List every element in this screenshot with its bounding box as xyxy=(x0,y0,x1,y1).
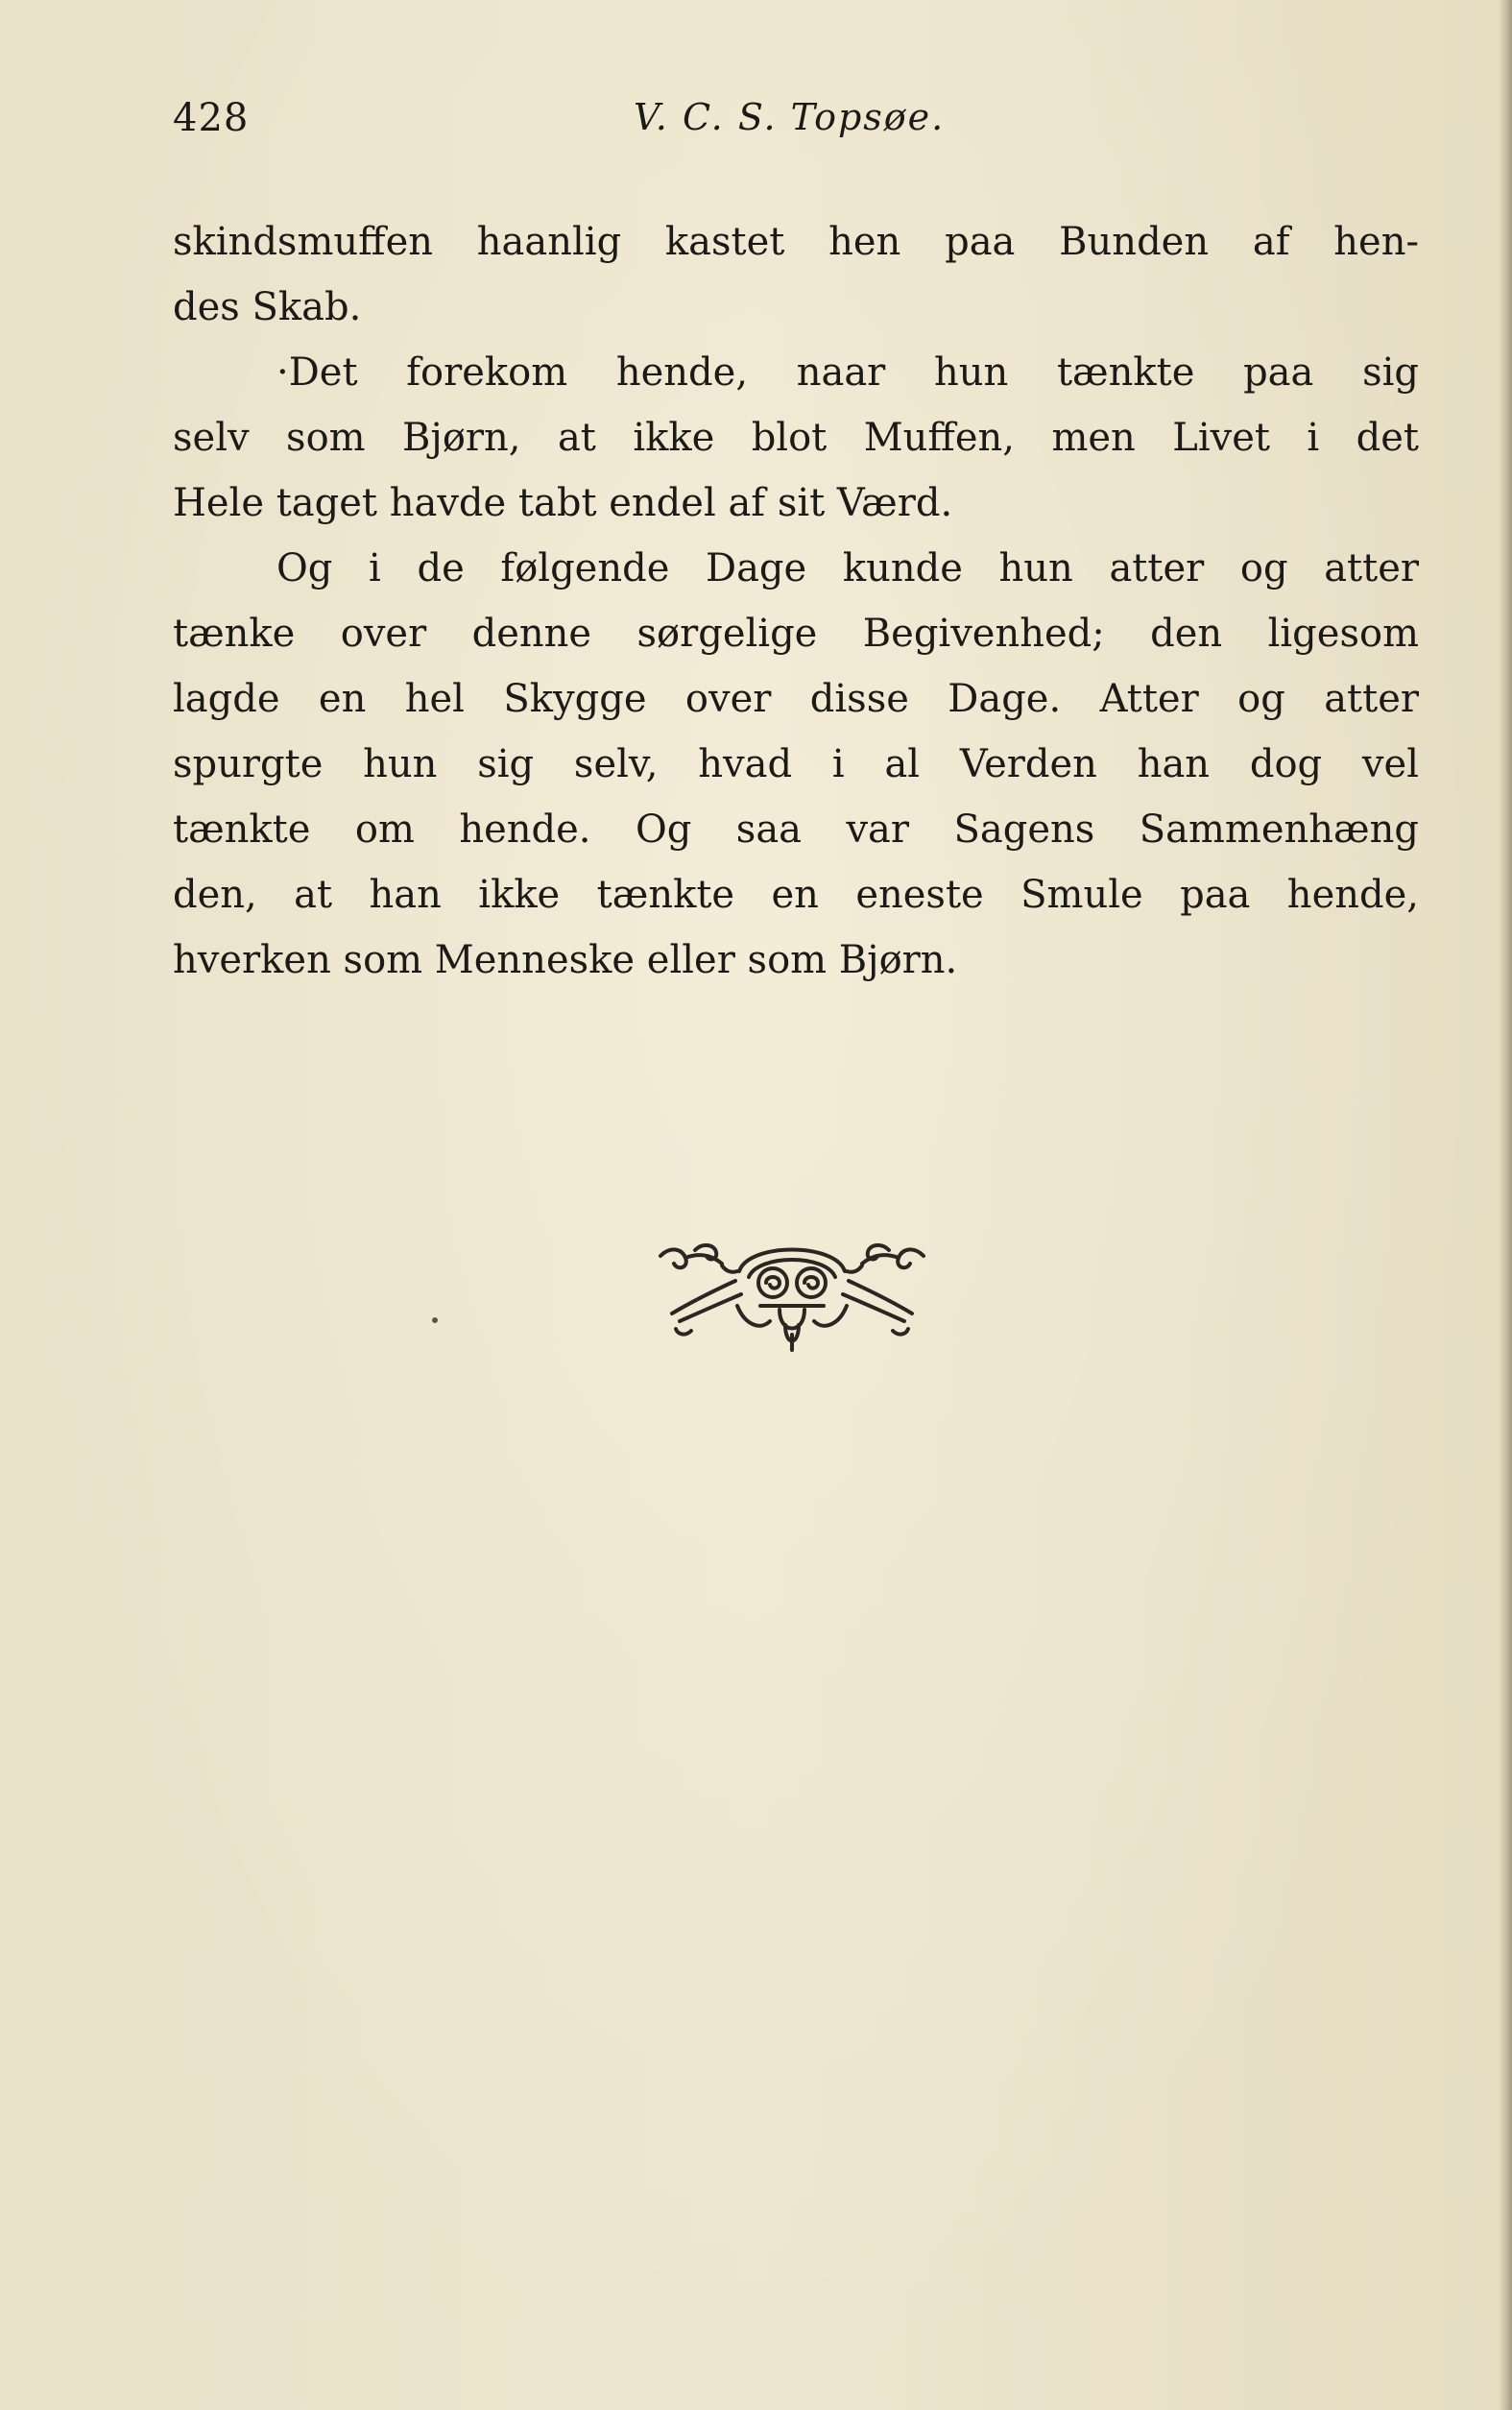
text-line: Og i de følgende Dage kunde hun atter og atter xyxy=(276,546,1419,590)
text-line: tænkte om hende. Og saa var Sagens Sammenhæng xyxy=(173,807,1419,852)
paper-speck xyxy=(432,1317,438,1323)
text-line: lagde en hel Skygge over disse Dage. Atter og atter xyxy=(173,677,1419,721)
running-head: V. C. S. Topsøe. xyxy=(634,96,946,138)
page-header xyxy=(173,96,1421,154)
text-line: ·Det forekom hende, naar hun tænkte paa sig xyxy=(276,350,1419,395)
text-line: selv som Bjørn, at ikke blot Muffen, men Livet i det xyxy=(173,416,1419,460)
text-line: skindsmuffen haanlig kastet hen paa Bunden af hen- xyxy=(173,220,1419,264)
page-edge-shadow xyxy=(1499,0,1512,2410)
text-line: hverken som Menneske eller som Bjørn. xyxy=(173,938,958,982)
text-line: tænke over denne sørgelige Begivenhed; den ligesom xyxy=(173,612,1419,656)
text-line: Hele taget havde tabt endel af sit Værd. xyxy=(173,481,953,525)
tailpiece-ornament-icon xyxy=(653,1239,931,1354)
page-number: 428 xyxy=(173,96,250,140)
text-line: spurgte hun sig selv, hvad i al Verden han dog vel xyxy=(173,742,1419,786)
text-line: den, at han ikke tænkte en eneste Smule paa hende, xyxy=(173,873,1419,917)
body-text xyxy=(173,209,1419,993)
text-line: des Skab. xyxy=(173,285,362,329)
